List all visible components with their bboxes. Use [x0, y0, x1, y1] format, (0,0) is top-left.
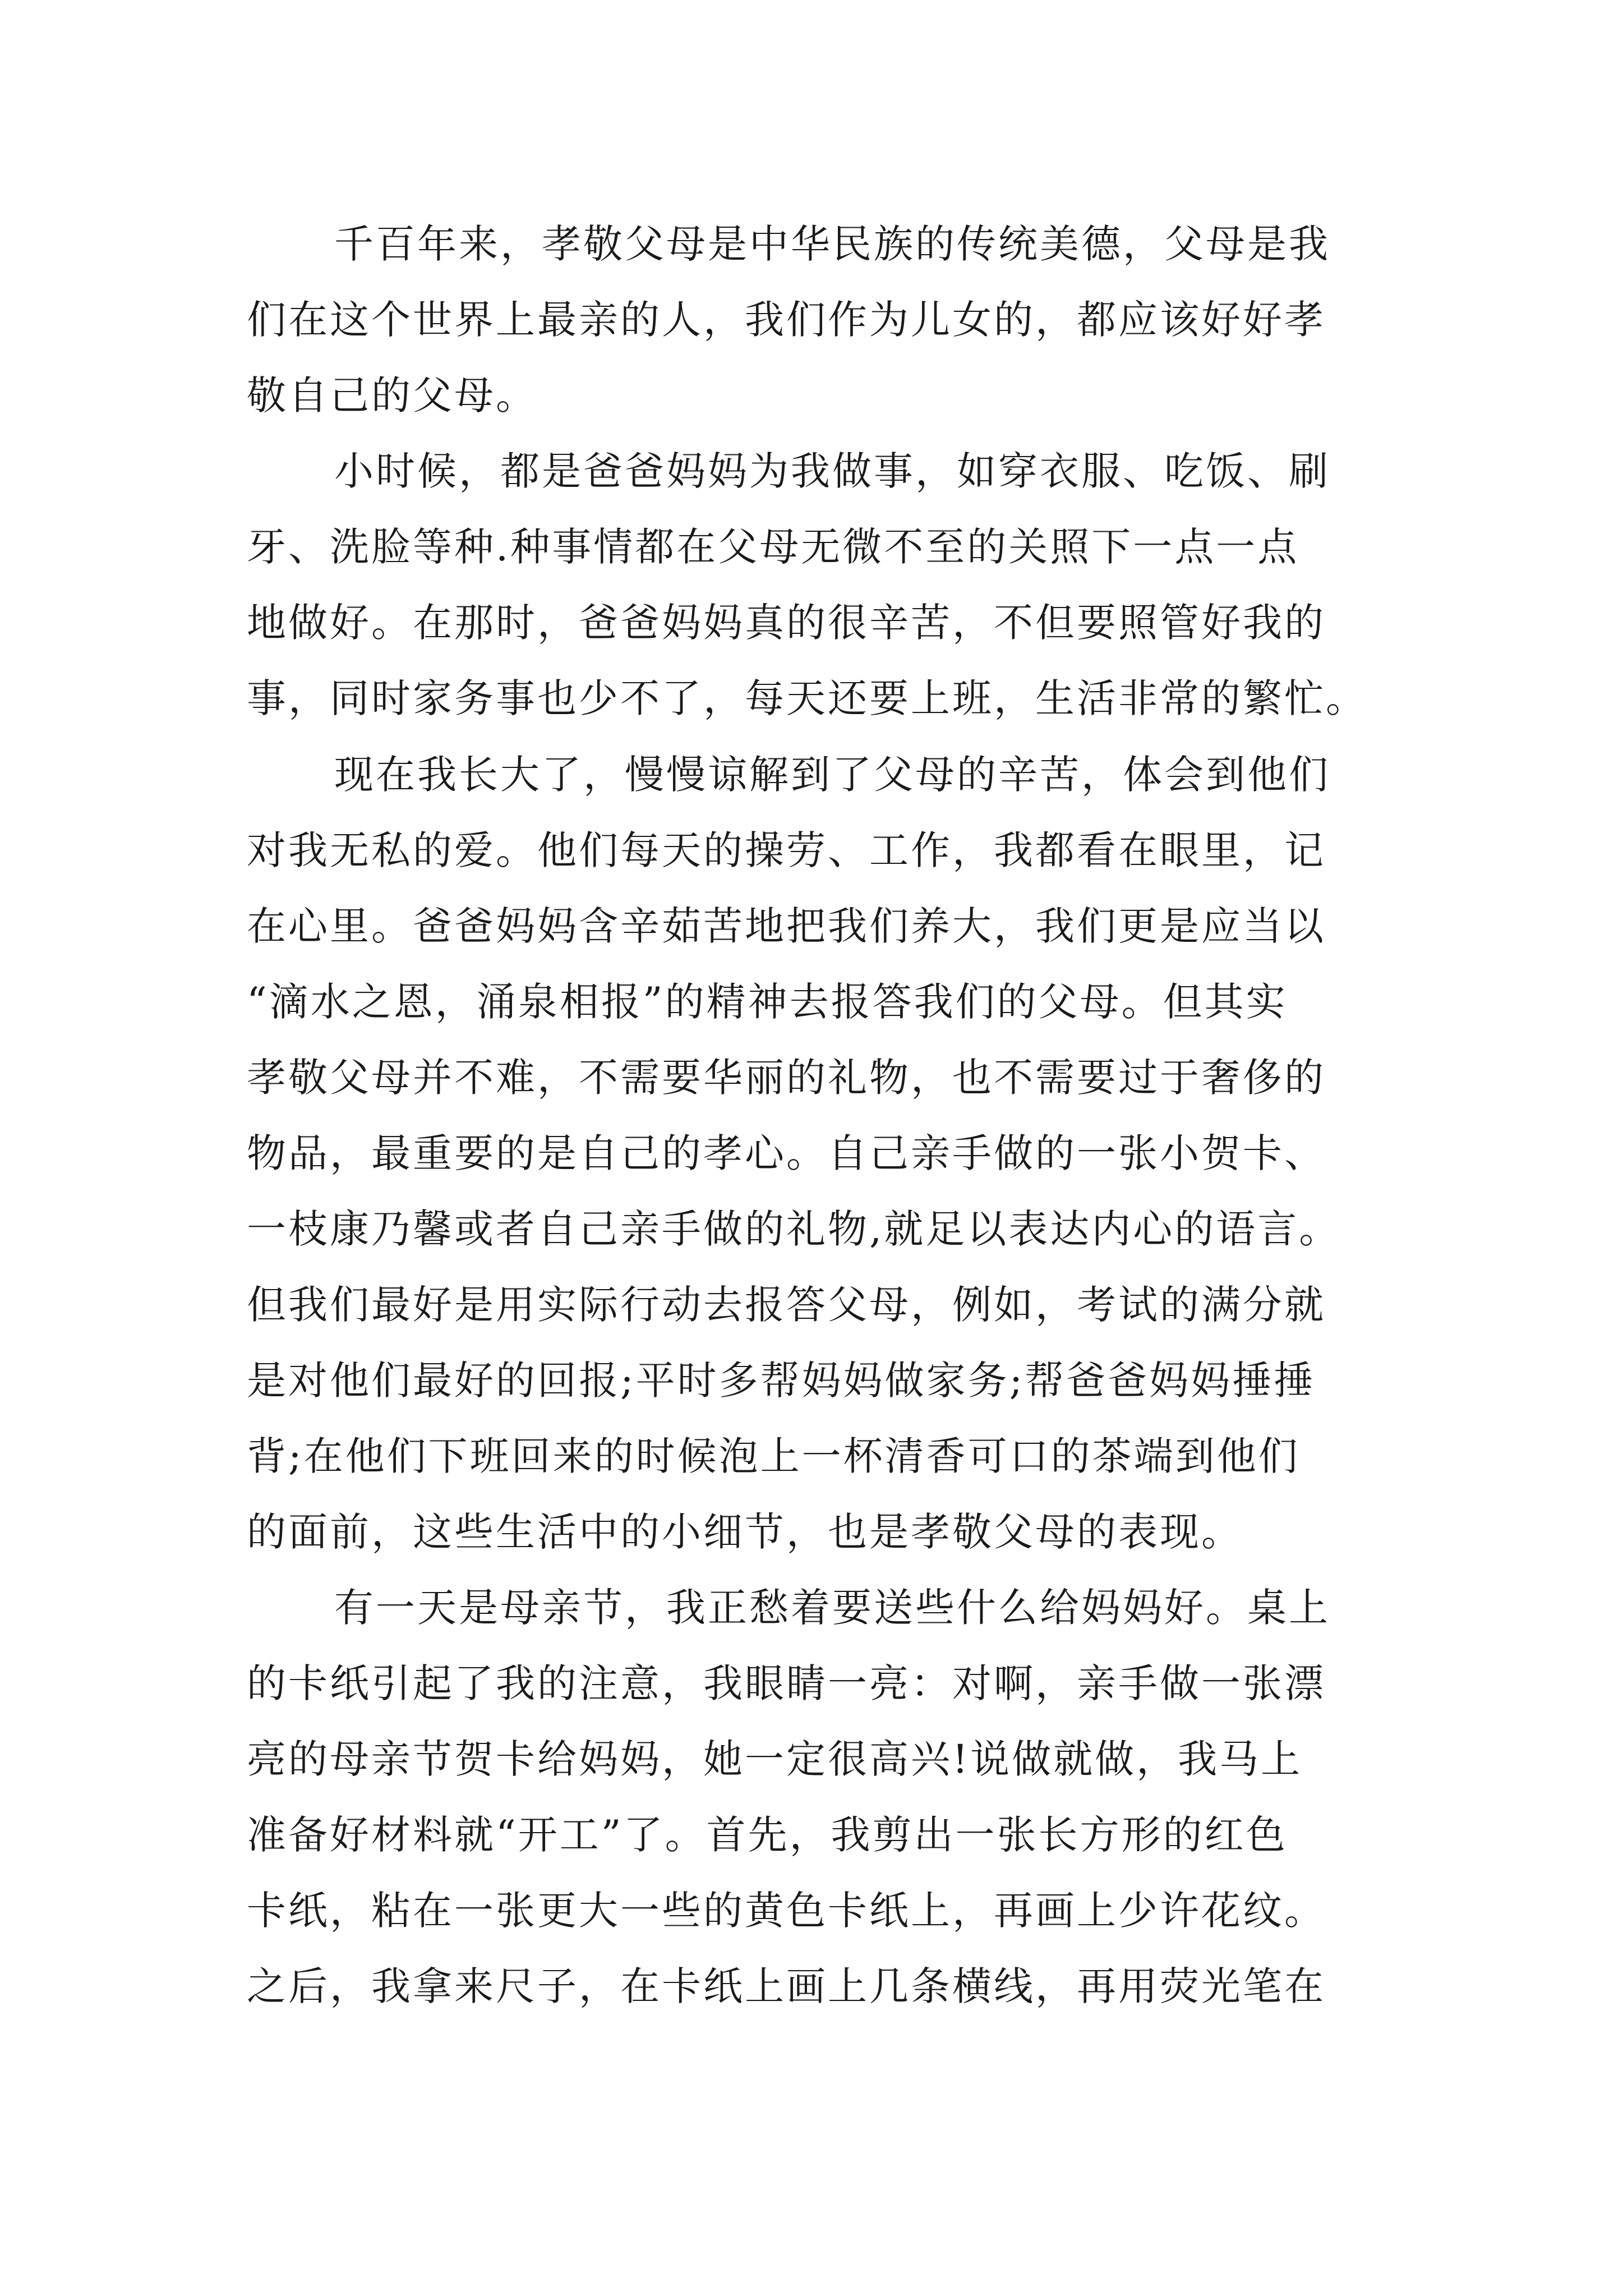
text-line: 卡纸，粘在一张更大一些的黄色卡纸上，再画上少许花纹。	[247, 1888, 1326, 1934]
text-line: 对我无私的爱。他们每天的操劳、工作，我都看在眼里，记	[247, 827, 1326, 873]
text-line: 们在这个世界上最亲的人，我们作为儿女的，都应该好好孝	[247, 297, 1326, 343]
text-line: 现在我长大了，慢慢谅解到了父母的辛苦，体会到他们	[334, 752, 1330, 798]
text-line: 一枝康乃馨或者自己亲手做的礼物,就足以表达内心的语言。	[247, 1206, 1341, 1252]
text-line: 千百年来，孝敬父母是中华民族的传统美德，父母是我	[334, 221, 1330, 267]
text-line: 有一天是母亲节，我正愁着要送些什么给妈妈好。桌上	[334, 1585, 1330, 1631]
text-line: 在心里。爸爸妈妈含辛茹苦地把我们养大，我们更是应当以	[247, 903, 1326, 949]
text-line: 敬自己的父母。	[247, 372, 537, 418]
text-line: 是对他们最好的回报;平时多帮妈妈做家务;帮爸爸妈妈捶捶	[247, 1358, 1316, 1404]
text-line: 事，同时家务事也少不了，每天还要上班，生活非常的繁忙。	[247, 675, 1367, 721]
text-line: 孝敬父母并不难，不需要华丽的礼物，也不需要过于奢侈的	[247, 1055, 1326, 1101]
text-line: 地做好。在那时，爸爸妈妈真的很辛苦，不但要照管好我的	[247, 600, 1326, 646]
text-line: 准备好材料就“开工”了。首先，我剪出一张长方形的红色	[247, 1812, 1288, 1858]
text-line: 物品，最重要的是自己的孝心。自己亲手做的一张小贺卡、	[247, 1130, 1326, 1176]
text-line: 的卡纸引起了我的注意，我眼睛一亮：对啊，亲手做一张漂	[247, 1660, 1326, 1706]
text-line: 背;在他们下班回来的时候泡上一杯清香可口的茶端到他们	[247, 1433, 1300, 1479]
text-line: “滴水之恩，涌泉相报”的精神去报答我们的父母。但其实	[247, 979, 1288, 1025]
text-line: 亮的母亲节贺卡给妈妈，她一定很高兴!说做就做，我马上	[247, 1736, 1303, 1782]
text-line: 牙、洗脸等种.种事情都在父母无微不至的关照下一点一点	[247, 524, 1299, 570]
text-line: 但我们最好是用实际行动去报答父母，例如，考试的满分就	[247, 1282, 1326, 1328]
text-line: 之后，我拿来尺子，在卡纸上画上几条横线，再用荧光笔在	[247, 1963, 1326, 2009]
text-line: 的面前，这些生活中的小细节，也是孝敬父母的表现。	[247, 1509, 1243, 1555]
text-line: 小时候，都是爸爸妈妈为我做事，如穿衣服、吃饭、刷	[334, 448, 1330, 494]
